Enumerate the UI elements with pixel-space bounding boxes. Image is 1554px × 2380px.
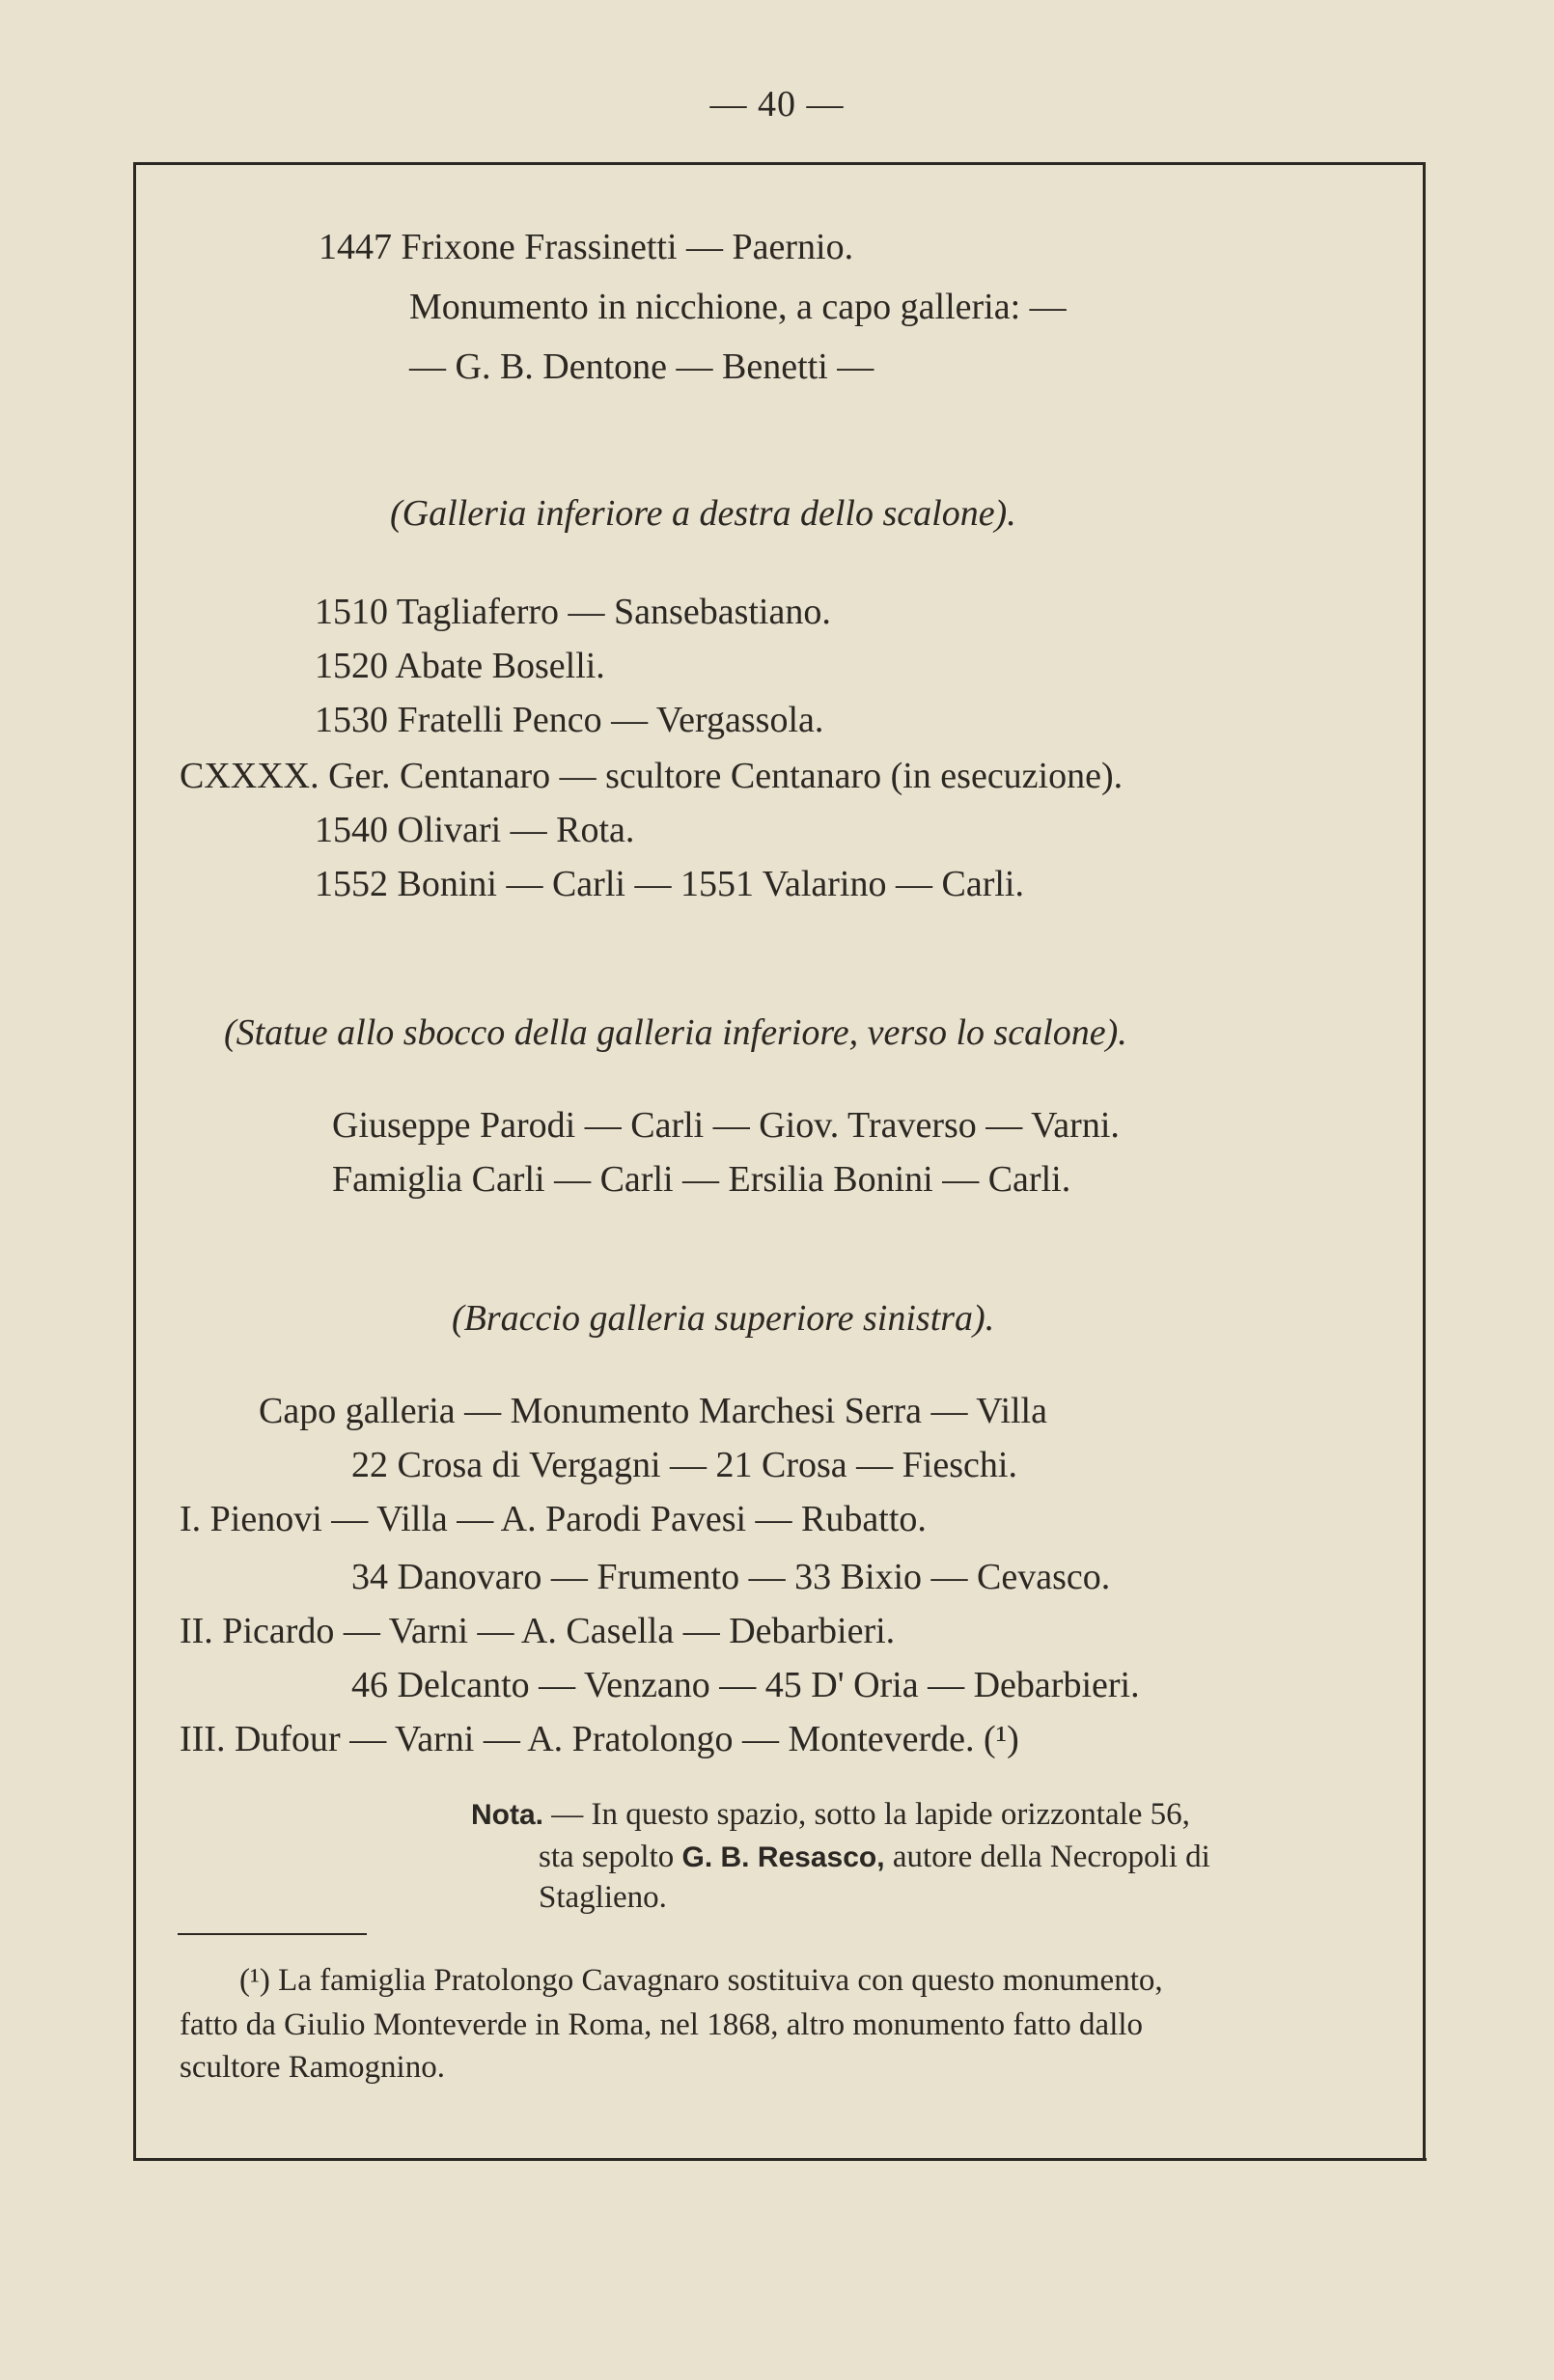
entry-line: 1530 Fratelli Penco — Vergassola. [315,700,824,740]
entry-line: 1540 Olivari — Rota. [315,810,635,850]
entry-line: Famiglia Carli — Carli — Ersilia Bonini — Carli. [332,1159,1071,1200]
entry-line: — G. B. Dentone — Benetti — [409,346,874,387]
entry-line: I. Pienovi — Villa — A. Parodi Pavesi — Rubatto. [180,1499,927,1539]
footnote-line [239,1959,1163,2002]
footnote-line: scultore Ramognino. [180,2050,445,2085]
frame-bottom-rule [133,2158,1427,2161]
entry-line: Giuseppe Parodi — Carli — Giov. Traverso — Varni. [332,1105,1120,1146]
footnote-text: La famiglia Pratolongo Cavagnaro sostituiva con questo monumento, [278,1963,1163,1998]
section-heading: (Statue allo sbocco della galleria inferiore, verso lo scalone). [224,1012,1127,1053]
nota-line: Staglieno. [539,1880,667,1915]
entry-line: II. Picardo — Varni — A. Casella — Debarbieri. [180,1611,896,1651]
nota-name: G. B. Resasco, [681,1841,885,1873]
entry-line: III. Dufour — Varni — A. Pratolongo — Monteverde. (¹) [180,1719,1019,1759]
nota-text: autore della Necropoli di [892,1840,1210,1874]
section-heading: (Galleria inferiore a destra dello scalone). [390,493,1016,534]
footnote-marker: (¹) [239,1963,270,1998]
footnote-line: fatto da Giulio Monteverde in Roma, nel 1868, altro monumento fatto dallo [180,2007,1144,2042]
entry-line: CXXXX. Ger. Centanaro — scultore Centanaro (in esecuzione). [180,756,1124,796]
nota-line [539,1836,1210,1879]
nota-text: sta sepolto [539,1840,675,1874]
section-heading: (Braccio galleria superiore sinistra). [452,1298,995,1339]
page-number: — 40 — [709,84,845,125]
entry-line: 1447 Frixone Frassinetti — Paernio. [319,227,854,267]
entry-line: 1552 Bonini — Carli — 1551 Valarino — Carli. [315,864,1024,904]
entry-line: 1520 Abate Boselli. [315,646,605,686]
entry-line: 22 Crosa di Vergagni — 21 Crosa — Fieschi. [351,1445,1017,1485]
entry-line: 34 Danovaro — Frumento — 33 Bixio — Cevasco. [351,1557,1111,1597]
entry-line: Capo galleria — Monumento Marchesi Serra — Villa [259,1391,1047,1431]
entry-line: 1510 Tagliaferro — Sansebastiano. [315,592,831,632]
frame-right-rule [1423,162,1426,2161]
nota-line [471,1793,1190,1837]
nota-label: Nota. [471,1799,543,1831]
entry-line: 46 Delcanto — Venzano — 45 D' Oria — Debarbieri. [351,1665,1140,1705]
footnote-rule [178,1933,367,1935]
frame-left-rule [133,162,136,2161]
nota-text: — In questo spazio, sotto la lapide orizzontale 56, [551,1797,1190,1832]
entry-line: Monumento in nicchione, a capo galleria: — [409,287,1067,327]
frame-top-rule [133,162,1423,165]
